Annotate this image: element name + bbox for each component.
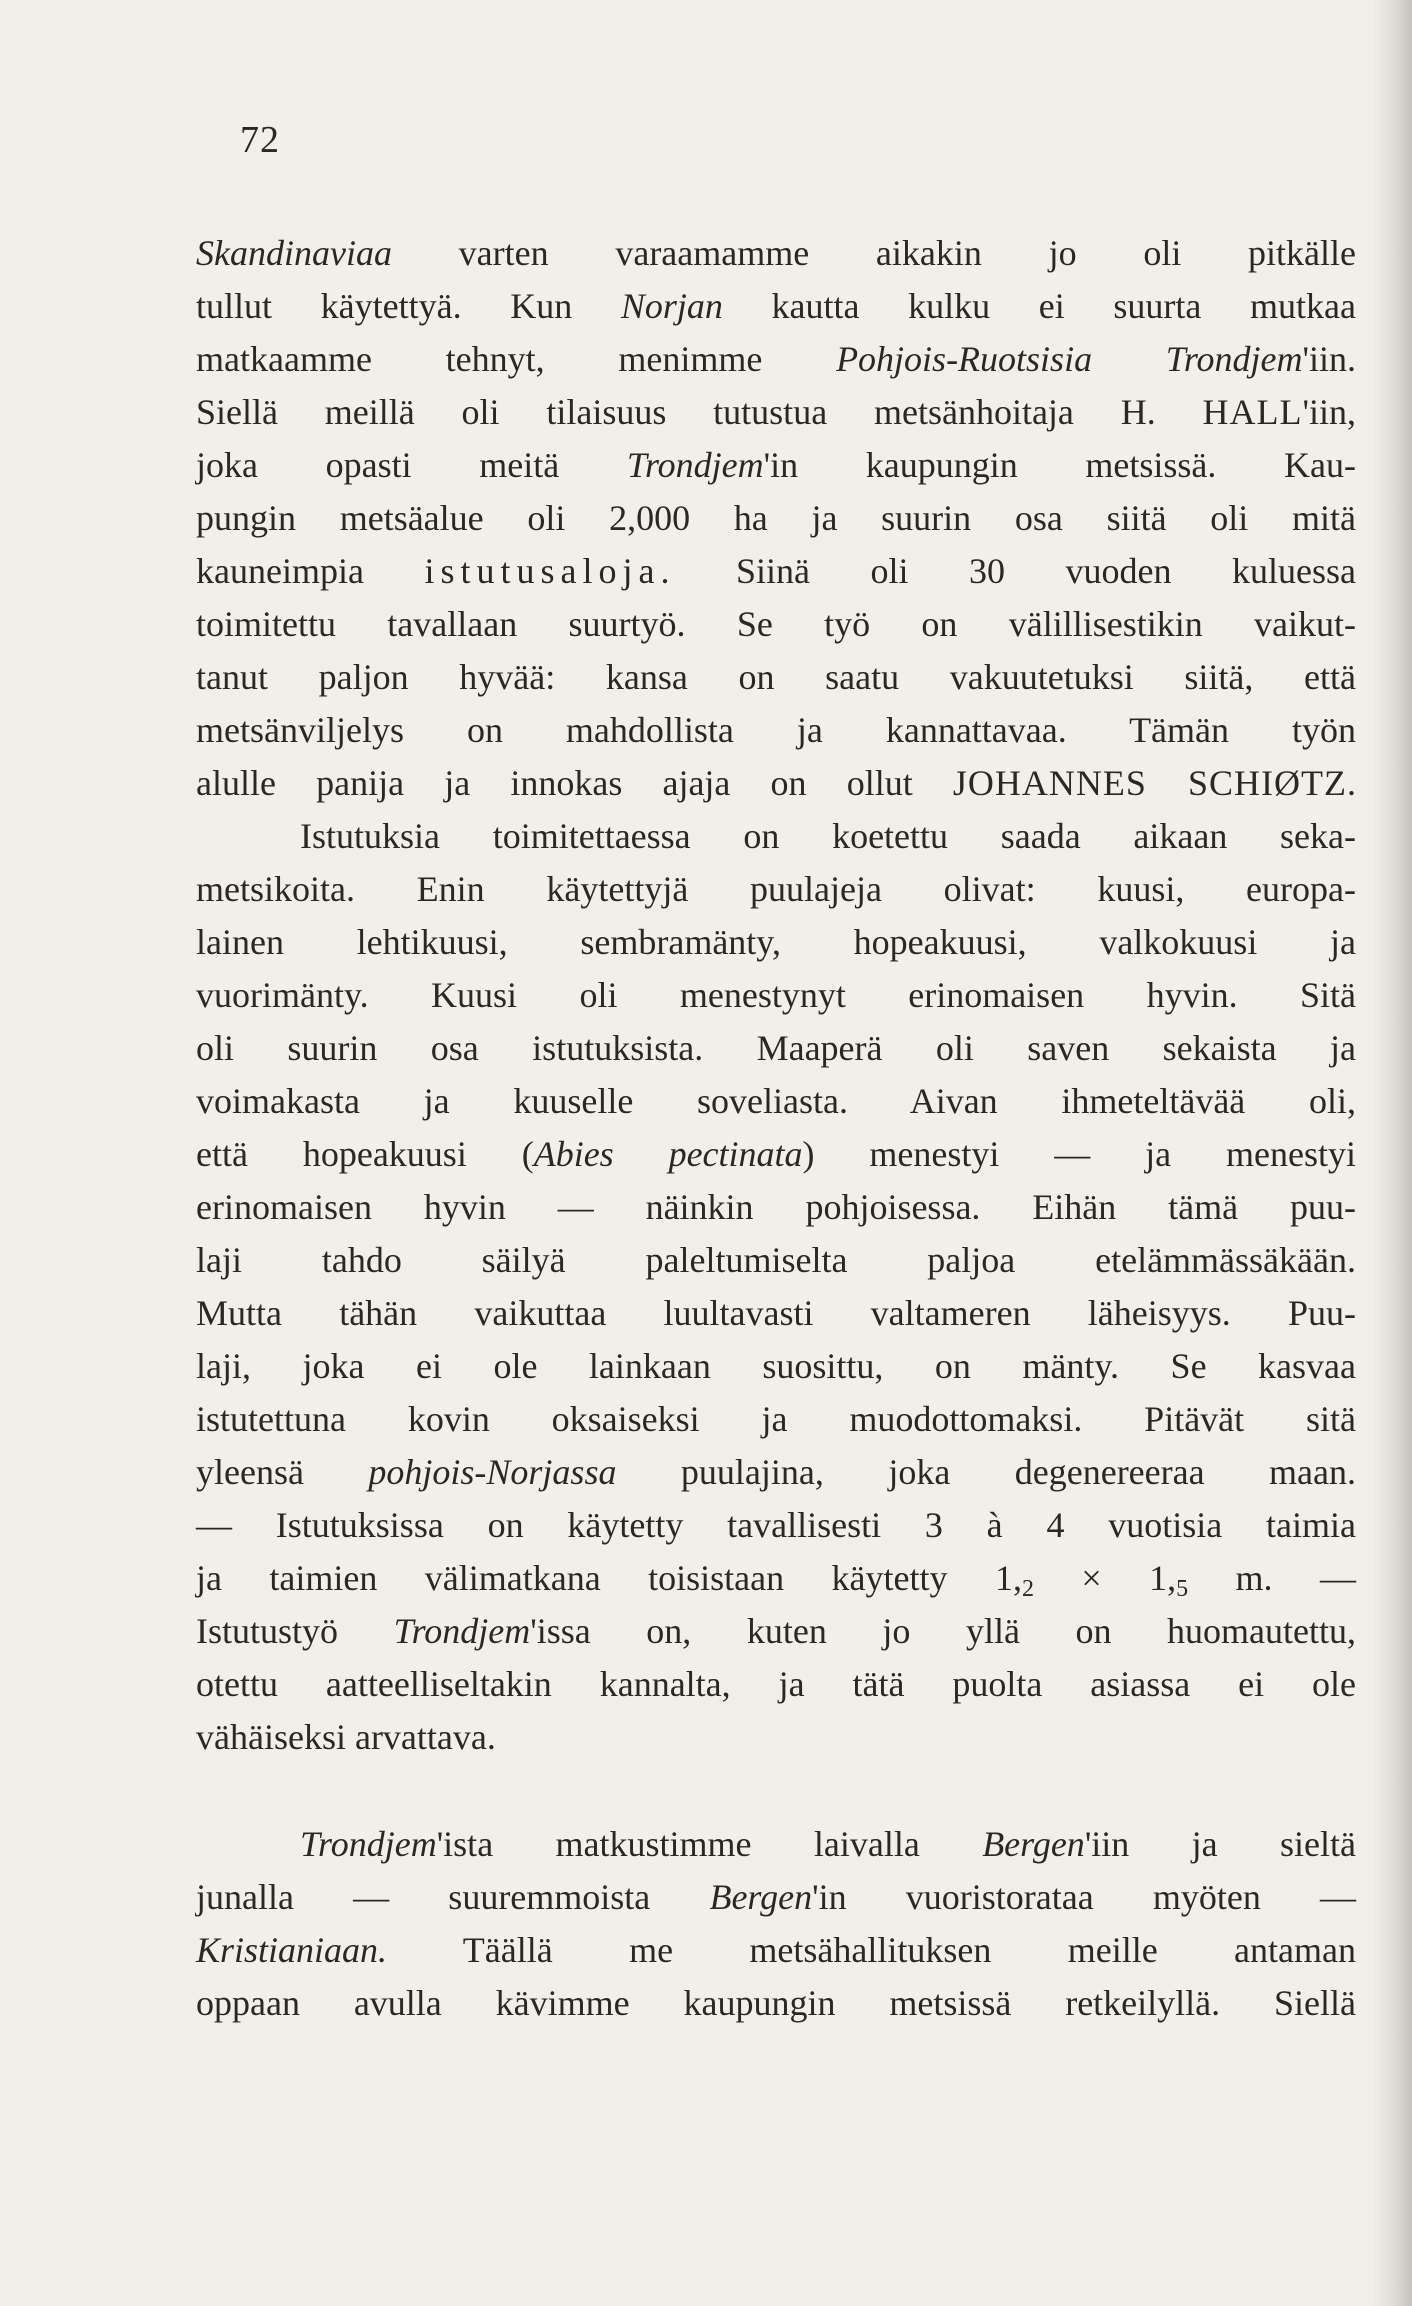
text-run: lainen lehtikuusi, sembramänty, hopeakuusi, valkokuusi ja [196,922,1356,962]
text-line [196,1234,1356,1287]
text-line [196,1022,1356,1075]
text-line [196,1658,1356,1711]
text-line [196,916,1356,969]
text-run: 'iin ja sieltä [1084,1824,1356,1864]
text-line [196,757,1356,810]
paragraph-gap [196,1764,1356,1818]
text-run: pungin metsäalue oli 2,000 ha ja suurin osa siitä oli mitä [196,498,1356,538]
text-run: Mutta tähän vaikuttaa luultavasti valtameren läheisyys. Puu- [196,1293,1356,1333]
text-run: m. — [1188,1558,1356,1598]
text-run: Norjan [620,286,723,326]
text-run: Skandinaviaa [196,233,392,273]
text-line [196,1871,1356,1924]
text-line [196,598,1356,651]
text-run: istutusaloja. [424,551,676,591]
text-run: Siellä meillä oli tilaisuus tutustua metsänhoitaja H. [196,392,1203,432]
text-run: että hopeakuusi ( [196,1134,534,1174]
text-line [196,545,1356,598]
text-run: Bergen [709,1877,813,1917]
text-line [196,1924,1356,1977]
text-line [196,704,1356,757]
text-line [196,1711,1356,1764]
text-run: voimakasta ja kuuselle soveliasta. Aivan ihmeteltävää oli, [196,1081,1356,1121]
text-run: 'in vuoristorataa myöten — [812,1877,1356,1917]
text-run: istutettuna kovin oksaiseksi ja muodottomaksi. Pitävät sitä [196,1399,1356,1439]
text-run: ja taimien välimatkana toisistaan käytetty 1, [196,1558,1022,1598]
text-run: 5 [1176,1576,1189,1602]
text-run: Täällä me metsähallituksen meille antaman [387,1930,1356,1970]
text-line [196,333,1356,386]
text-line [196,439,1356,492]
body-text [196,227,1356,2030]
text-line [196,1128,1356,1181]
text-line [196,863,1356,916]
text-run: 'in kaupungin metsissä. Kau- [763,445,1356,485]
text-run: puulajina, joka degenereeraa maan. [616,1452,1356,1492]
text-run: varten varaamamme aikakin jo oli pitkälle [391,233,1356,273]
text-run: ) menestyi — ja menestyi [802,1134,1357,1174]
text-run: Bergen [982,1824,1085,1864]
text-run: Abies pectinata [533,1134,803,1174]
text-run: laji tahdo säilyä paleltumiselta paljoa etelämmässäkään. [196,1240,1356,1280]
text-line [196,1977,1356,2030]
text-run: — Istutuksissa on käytetty tavallisesti 3 à 4 vuotisia taimia [196,1505,1356,1545]
text-line [196,1605,1356,1658]
text-run: tullut käytettyä. Kun [196,286,621,326]
text-run: metsikoita. Enin käytettyjä puulajeja olivat: kuusi, europa- [196,869,1356,909]
text-run: . [1347,763,1356,803]
text-run: vähäiseksi arvattava. [196,1717,496,1757]
text-line [196,386,1356,439]
text-run: Istutustyö [196,1611,394,1651]
text-run: kautta kulku ei suurta mutkaa [722,286,1356,326]
text-run: × 1, [1033,1558,1177,1598]
text-line [196,969,1356,1022]
text-run: otettu aatteelliseltakin kannalta, ja tätä puolta asiassa ei ole [196,1664,1356,1704]
text-run: metsänviljelys on mahdollista ja kannattavaa. Tämän työn [196,710,1356,750]
text-line [196,1393,1356,1446]
text-line [196,1818,1356,1871]
text-run: erinomaisen hyvin — näinkin pohjoisessa. Eihän tämä puu- [196,1187,1356,1227]
text-run: oppaan avulla kävimme kaupungin metsissä retkeilyllä. Siellä [196,1983,1356,2023]
text-run: oli suurin osa istutuksista. Maaperä oli saven sekaista ja [196,1028,1356,1068]
text-run: 'iin, [1302,392,1356,432]
text-run: laji, joka ei ole lainkaan suosittu, on mänty. Se kasvaa [196,1346,1356,1386]
text-line [196,1181,1356,1234]
text-line [196,651,1356,704]
text-run: JOHANNES SCHIØTZ [952,763,1347,803]
text-run: 'issa on, kuten jo yllä on huomautettu, [530,1611,1357,1651]
paragraph-2 [196,810,1356,1764]
text-run: Trondjem [393,1611,531,1651]
text-line [196,1075,1356,1128]
paragraph-1 [196,227,1356,810]
text-run: 'ista matkustimme laivalla [436,1824,983,1864]
text-run: 2 [1021,1576,1034,1602]
text-line [196,1552,1356,1605]
text-line [196,810,1356,863]
text-run: alulle panija ja innokas ajaja on ollut [196,763,953,803]
text-line [196,1499,1356,1552]
text-run: toimitettu tavallaan suurtyö. Se työ on välillisestikin vaikut- [196,604,1356,644]
text-run: Istutuksia toimitettaessa on koetettu saada aikaan seka- [300,816,1356,856]
page-edge-shadow [1372,0,1412,2306]
text-run: matkaamme tehnyt, menimme [196,339,837,379]
text-run: 'iin. [1302,339,1356,379]
text-run: HALL [1202,392,1303,432]
page-number: 72 [240,119,280,161]
text-run: yleensä [196,1452,369,1492]
text-run: pohjois-Norjassa [368,1452,617,1492]
text-run: tanut paljon hyvää: kansa on saatu vakuutetuksi siitä, että [196,657,1356,697]
text-run: joka opasti meitä [196,445,627,485]
text-run: Kristianiaan. [196,1930,388,1970]
paragraph-3 [196,1818,1356,2030]
text-run: Trondjem [300,1824,437,1864]
text-line [196,1287,1356,1340]
text-run: Siinä oli 30 vuoden kuluessa [675,551,1356,591]
text-run: Trondjem [626,445,764,485]
text-line [196,227,1356,280]
text-line [196,280,1356,333]
text-line [196,1340,1356,1393]
text-run: kauneimpia [196,551,425,591]
text-line [196,1446,1356,1499]
text-run: vuorimänty. Kuusi oli menestynyt erinomaisen hyvin. Sitä [196,975,1356,1015]
text-run: junalla — suuremmoista [196,1877,710,1917]
text-run: Pohjois-Ruotsisia Trondjem [836,339,1303,379]
text-line [196,492,1356,545]
